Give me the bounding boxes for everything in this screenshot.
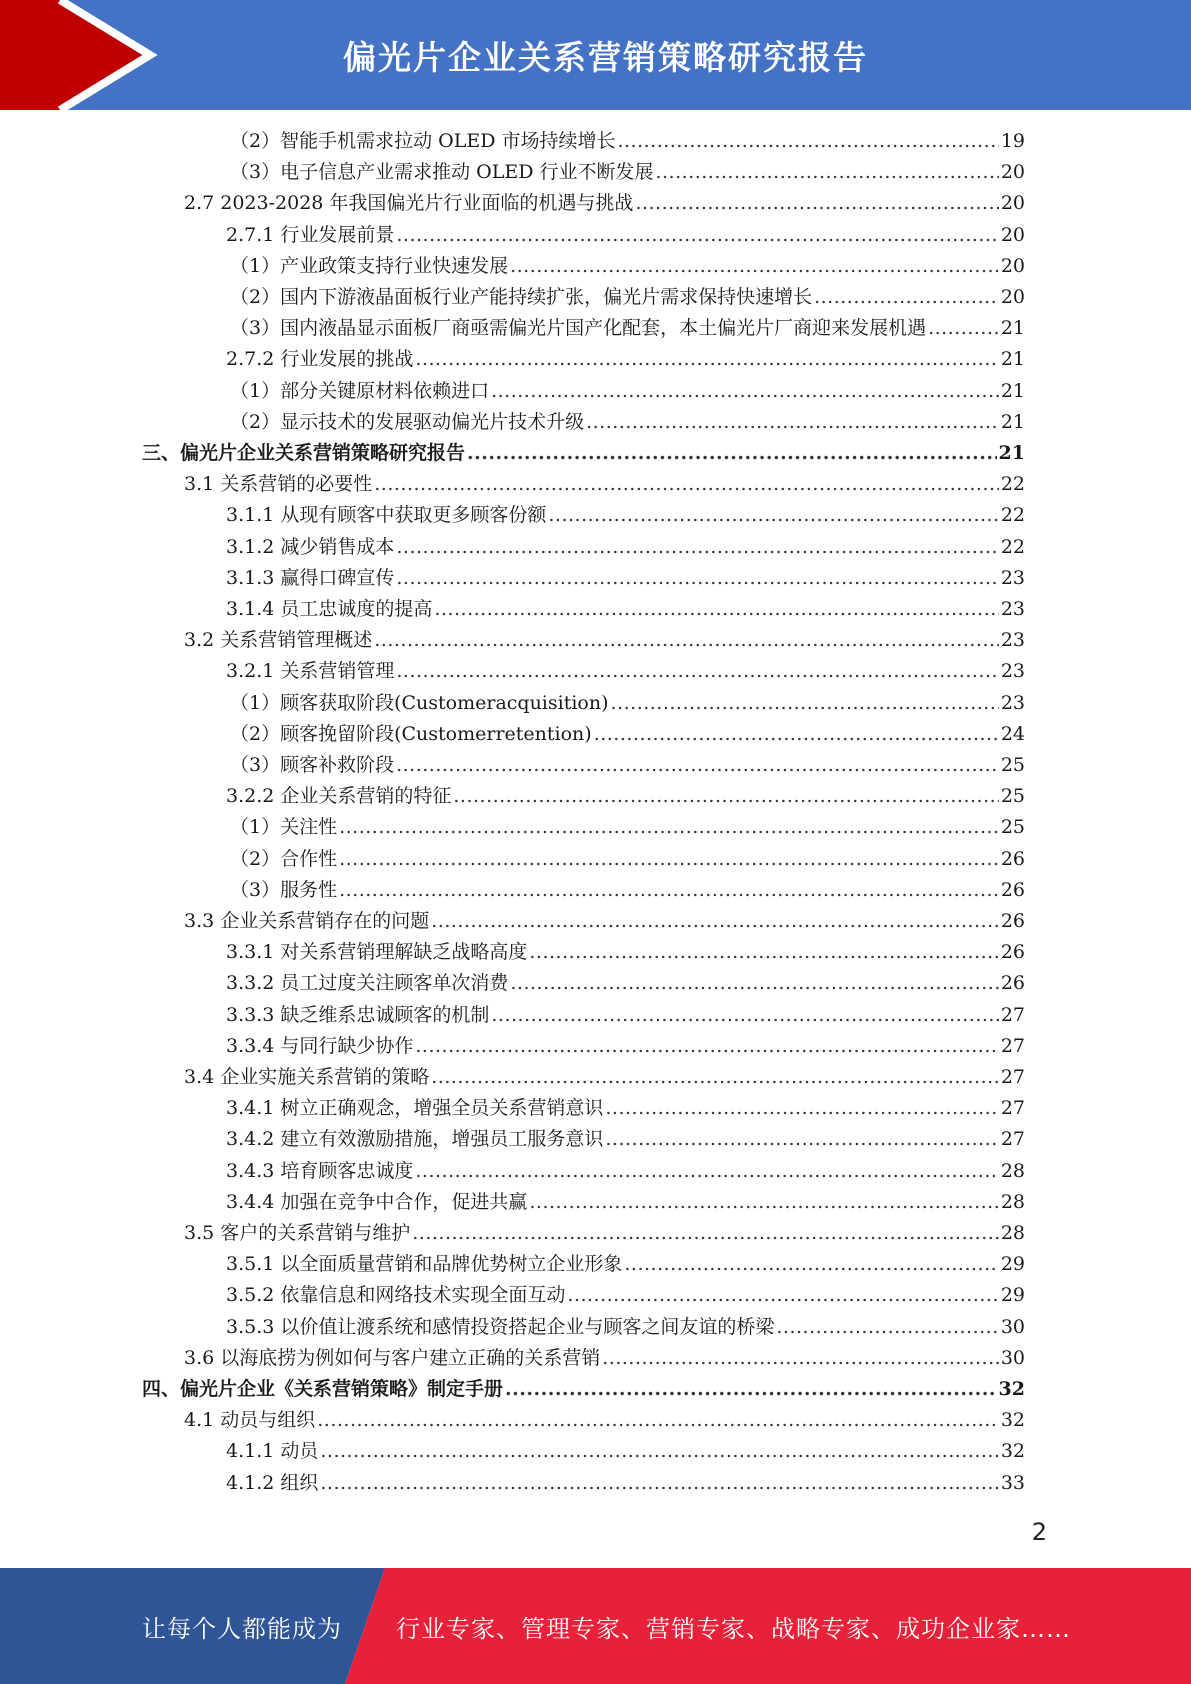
toc-entry-page: 32 (1000, 1440, 1025, 1463)
toc-entry[interactable] (230, 750, 1025, 781)
toc-entry-page: 20 (1000, 286, 1025, 308)
toc-entry-page: 25 (1000, 816, 1025, 839)
toc-dot-leader (617, 126, 998, 157)
toc-entry-title: 2.7 2023-2028 年我国偏光片行业面临的机遇与挑战 (184, 192, 634, 215)
toc-entry[interactable] (230, 251, 1025, 282)
toc-entry-title: （3）服务性 (230, 878, 338, 901)
toc-entry[interactable] (226, 1187, 1025, 1218)
toc-entry[interactable] (226, 344, 1025, 375)
toc-entry-page: 20 (1000, 192, 1025, 215)
toc-dot-leader (431, 906, 999, 937)
toc-entry[interactable] (226, 594, 1025, 625)
toc-entry[interactable] (184, 188, 1025, 219)
toc-entry[interactable] (230, 688, 1025, 719)
toc-entry[interactable] (230, 126, 1025, 157)
toc-entry[interactable] (230, 875, 1025, 906)
toc-entry-page: 21 (1000, 410, 1025, 433)
toc-entry[interactable] (184, 1343, 1025, 1374)
toc-entry-title: 四、偏光片企业《关系营销策略》制定手册 (142, 1378, 504, 1400)
toc-dot-leader (467, 438, 997, 469)
toc-entry[interactable] (226, 1124, 1025, 1155)
toc-entry-page: 21 (998, 442, 1025, 464)
toc-entry[interactable] (184, 1405, 1025, 1436)
toc-entry-page: 28 (1000, 1159, 1025, 1182)
toc-dot-leader (602, 1343, 999, 1374)
toc-entry-page: 27 (1000, 1128, 1025, 1151)
page-number: 2 (1031, 1518, 1047, 1546)
toc-entry-title: （1）部分关键原材料依赖进口 (230, 379, 490, 402)
toc-entry[interactable] (226, 781, 1025, 812)
toc-entry[interactable] (184, 469, 1025, 500)
toc-dot-leader (814, 282, 999, 313)
toc-entry-title: 3.1.2 减少销售成本 (226, 535, 395, 558)
toc-entry-title: 3.6 以海底捞为例如何与客户建立正确的关系营销 (184, 1346, 601, 1369)
toc-entry-page: 23 (1000, 598, 1025, 620)
toc-entry-title: （1）产业政策支持行业快速发展 (230, 254, 509, 277)
toc-entry-title: 3.5.2 依靠信息和网络技术实现全面互动 (226, 1284, 566, 1307)
toc-entry-page: 21 (1000, 317, 1025, 340)
toc-entry-title: （2）国内下游液晶面板行业产能持续扩张，偏光片需求保持快速增长 (230, 286, 813, 308)
toc-dot-leader (505, 1374, 997, 1405)
toc-entry-page: 27 (1000, 1097, 1025, 1120)
toc-entry-title: （2）顾客挽留阶段(Customerretention) (230, 722, 592, 745)
toc-entry[interactable] (226, 220, 1025, 251)
toc-entry-page: 25 (1000, 785, 1025, 808)
toc-dot-leader (339, 812, 999, 843)
toc-dot-leader (396, 220, 998, 251)
toc-dot-leader (415, 344, 998, 375)
toc-entry-page: 30 (1000, 1315, 1025, 1338)
toc-dot-leader (374, 625, 999, 656)
toc-entry-title: 3.5.3 以价值让渡系统和感情投资搭起企业与顾客之间友谊的桥梁 (226, 1315, 775, 1338)
toc-entry-title: 3.1 关系营销的必要性 (184, 473, 373, 496)
toc-entry-title: 3.2 关系营销管理概述 (184, 629, 373, 652)
toc-dot-leader (491, 376, 999, 407)
toc-dot-leader (529, 1187, 998, 1218)
toc-entry[interactable] (230, 157, 1025, 188)
toc-dot-leader (374, 469, 999, 500)
toc-dot-leader (776, 1312, 998, 1343)
toc-entry-page: 25 (1000, 754, 1025, 776)
toc-entry-page: 26 (1000, 878, 1025, 901)
toc-dot-leader (594, 719, 999, 750)
toc-entry[interactable] (226, 1156, 1025, 1187)
toc-entry-page: 26 (1000, 910, 1025, 932)
toc-entry[interactable] (230, 812, 1025, 843)
toc-entry-title: 3.1.4 员工忠诚度的提高 (226, 598, 433, 620)
toc-entry-title: 2.7.2 行业发展的挑战 (226, 348, 414, 371)
toc-dot-leader (611, 688, 999, 719)
toc-entry[interactable] (226, 1249, 1025, 1280)
toc-entry-page: 28 (1000, 1190, 1025, 1213)
toc-entry-title: （3）顾客补救阶段 (230, 754, 395, 776)
toc-entry-title: 3.4 企业实施关系营销的策略 (184, 1066, 430, 1088)
toc-entry-title: 2.7.1 行业发展前景 (226, 223, 395, 246)
toc-entry[interactable] (226, 1468, 1025, 1499)
toc-entry-page: 32 (998, 1378, 1025, 1400)
toc-dot-leader (396, 656, 998, 687)
toc-entry[interactable] (142, 438, 1025, 469)
toc-entry-title: 3.3 企业关系营销存在的问题 (184, 910, 430, 932)
toc-entry[interactable] (226, 1436, 1025, 1467)
toc-dot-leader (339, 844, 999, 875)
toc-entry-page: 29 (1000, 1253, 1025, 1276)
toc-dot-leader (510, 251, 999, 282)
toc-entry-title: （1）关注性 (230, 816, 338, 839)
toc-entry[interactable] (230, 719, 1025, 750)
toc-entry-title: 4.1.2 组织 (226, 1471, 319, 1494)
toc-dot-leader (396, 532, 998, 563)
page-footer (0, 1568, 1191, 1684)
toc-dot-leader (491, 1000, 998, 1031)
toc-entry-page: 29 (1000, 1284, 1025, 1307)
toc-entry-page: 23 (1000, 660, 1025, 683)
toc-dot-leader (339, 875, 999, 906)
toc-dot-leader (529, 937, 998, 968)
toc-entry-page: 22 (1000, 504, 1025, 527)
toc-entry-title: （2）合作性 (230, 847, 338, 870)
footer-slogan-right: 行业专家、管理专家、营销专家、战略专家、成功企业家…… (396, 1614, 1071, 1643)
toc-entry[interactable] (226, 563, 1025, 594)
toc-dot-leader (605, 1093, 998, 1124)
toc-entry[interactable] (226, 1093, 1025, 1124)
toc-entry[interactable] (142, 1374, 1025, 1405)
toc-entry-title: 3.4.3 培育顾客忠诚度 (226, 1159, 414, 1182)
toc-entry[interactable] (226, 532, 1025, 563)
toc-dot-leader (320, 1468, 998, 1499)
toc-entry-title: 3.3.4 与同行缺少协作 (226, 1034, 414, 1057)
toc-entry-page: 26 (1000, 941, 1025, 964)
toc-entry-page: 19 (1000, 130, 1025, 152)
toc-entry-page: 23 (1000, 691, 1025, 714)
toc-dot-leader (320, 1436, 998, 1467)
toc-entry-title: 3.3.1 对关系营销理解缺乏战略高度 (226, 941, 528, 964)
toc-entry-title: 3.2.1 关系营销管理 (226, 660, 395, 683)
toc-entry-title: 3.5 客户的关系营销与维护 (184, 1222, 411, 1244)
toc-entry-page: 22 (1000, 535, 1025, 558)
toc-entry[interactable] (184, 1062, 1025, 1093)
toc-entry-page: 30 (1000, 1346, 1025, 1369)
toc-dot-leader (624, 1249, 998, 1280)
toc-entry-page: 32 (1000, 1409, 1025, 1432)
toc-dot-leader (548, 500, 998, 531)
toc-dot-leader (317, 1405, 999, 1436)
toc-entry-page: 20 (1000, 254, 1025, 277)
toc-entry-page: 27 (1000, 1034, 1025, 1057)
toc-entry-page: 27 (1000, 1066, 1025, 1088)
toc-entry[interactable] (226, 1312, 1025, 1343)
toc-entry[interactable] (226, 1000, 1025, 1031)
toc-dot-leader (605, 1124, 998, 1155)
toc-entry[interactable] (226, 1280, 1025, 1311)
toc-entry-page: 23 (1000, 629, 1025, 652)
toc-entry[interactable] (184, 906, 1025, 937)
toc-dot-leader (431, 1062, 999, 1093)
toc-entry-page: 22 (1000, 473, 1025, 496)
toc-entry[interactable] (226, 937, 1025, 968)
toc-entry[interactable] (226, 500, 1025, 531)
page-header (0, 0, 1191, 110)
toc-dot-leader (396, 750, 999, 781)
toc-entry-title: 3.4.1 树立正确观念，增强全员关系营销意识 (226, 1097, 604, 1120)
toc-entry-title: 4.1 动员与组织 (184, 1409, 316, 1432)
toc-entry[interactable] (184, 1218, 1025, 1249)
toc-entry-page: 26 (1000, 847, 1025, 870)
toc-dot-leader (510, 968, 998, 999)
toc-entry[interactable] (230, 282, 1025, 313)
toc-entry-page: 33 (1000, 1471, 1025, 1494)
toc-entry-page: 24 (1000, 722, 1025, 745)
toc-entry-title: 4.1.1 动员 (226, 1440, 319, 1463)
toc-entry-title: （2）智能手机需求拉动 OLED 市场持续增长 (230, 130, 616, 152)
toc-entry[interactable] (230, 844, 1025, 875)
toc-entry[interactable] (230, 313, 1025, 344)
toc-entry-title: 3.5.1 以全面质量营销和品牌优势树立企业形象 (226, 1253, 623, 1276)
toc-entry-title: 3.3.2 员工过度关注顾客单次消费 (226, 972, 509, 995)
toc-entry-page: 23 (1000, 566, 1025, 589)
toc-dot-leader (453, 781, 998, 812)
toc-entry[interactable] (184, 625, 1025, 656)
toc-entry-title: （3）电子信息产业需求推动 OLED 行业不断发展 (230, 161, 654, 184)
toc-entry-title: 三、偏光片企业关系营销策略研究报告 (142, 442, 466, 464)
toc-dot-leader (928, 313, 999, 344)
toc-entry-page: 28 (1000, 1222, 1025, 1244)
toc-entry-page: 27 (1000, 1003, 1025, 1026)
toc-entry-title: （3）国内液晶显示面板厂商亟需偏光片国产化配套，本土偏光片厂商迎来发展机遇 (230, 317, 927, 340)
toc-dot-leader (655, 157, 998, 188)
toc-entry-title: （2）显示技术的发展驱动偏光片技术升级 (230, 410, 585, 433)
toc-entry-title: 3.4.4 加强在竞争中合作，促进共赢 (226, 1190, 528, 1213)
toc-dot-leader (415, 1156, 998, 1187)
footer-slogan-left: 让每个人都能成为 (142, 1614, 342, 1643)
toc-entry[interactable] (226, 968, 1025, 999)
toc-dot-leader (412, 1218, 999, 1249)
toc-entry[interactable] (226, 1031, 1025, 1062)
toc-entry-title: 3.4.2 建立有效激励措施，增强员工服务意识 (226, 1128, 604, 1151)
toc-dot-leader (586, 407, 999, 438)
toc-entry-page: 20 (1000, 223, 1025, 246)
toc-entry-title: 3.2.2 企业关系营销的特征 (226, 785, 452, 808)
toc-dot-leader (567, 1280, 998, 1311)
toc-dot-leader (415, 1031, 998, 1062)
toc-dot-leader (396, 563, 998, 594)
toc-entry[interactable] (230, 376, 1025, 407)
toc-entry-page: 26 (1000, 972, 1025, 995)
toc-entry[interactable] (230, 407, 1025, 438)
toc-dot-leader (635, 188, 998, 219)
toc-entry-title: （1）顾客获取阶段(Customeracquisition) (230, 691, 609, 714)
toc-entry-title: 3.1.3 赢得口碑宣传 (226, 566, 395, 589)
toc-entry-title: 3.1.1 从现有顾客中获取更多顾客份额 (226, 504, 547, 527)
header-title: 偏光片企业关系营销策略研究报告 (343, 37, 868, 77)
toc-entry-page: 21 (1000, 348, 1025, 371)
toc-entry-page: 20 (1000, 161, 1025, 184)
toc-dot-leader (434, 594, 998, 625)
toc-entry[interactable] (226, 656, 1025, 687)
toc-entry-title: 3.3.3 缺乏维系忠诚顾客的机制 (226, 1003, 490, 1026)
header-red-arrow (0, 0, 150, 110)
toc-entry-page: 21 (1000, 379, 1025, 402)
